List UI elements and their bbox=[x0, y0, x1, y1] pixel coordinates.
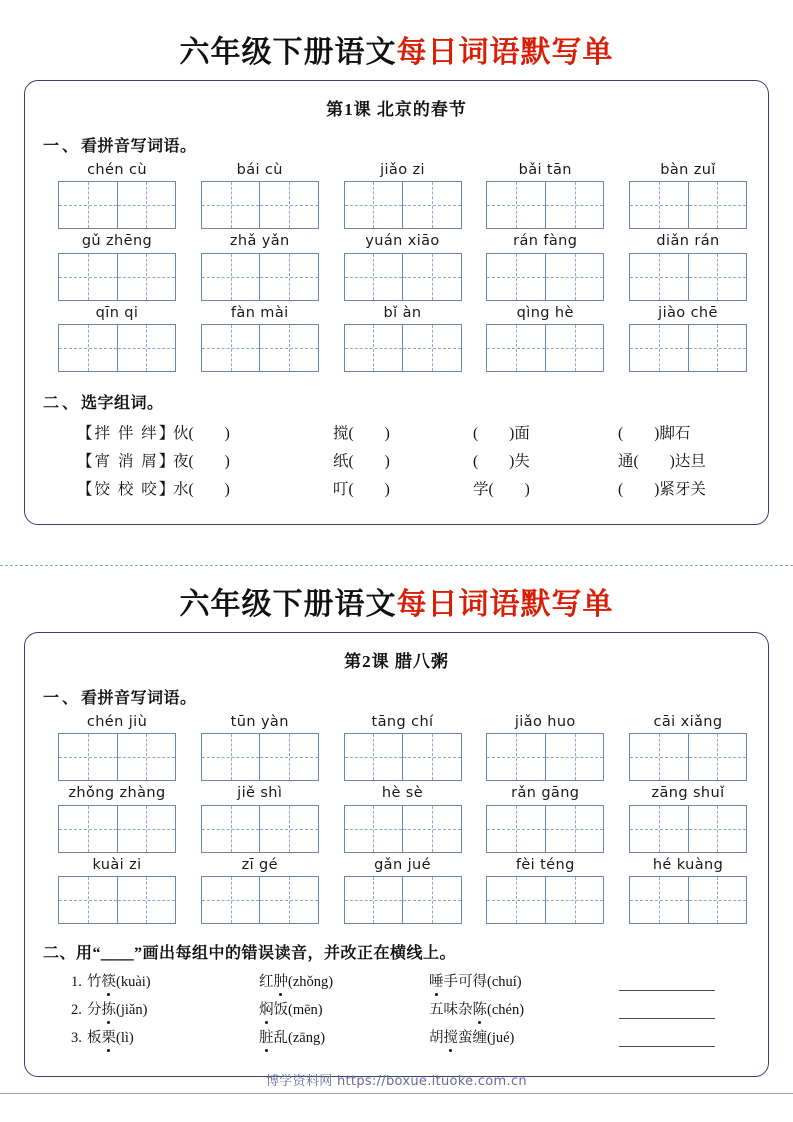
sheet-2-lesson-title: 第2课 腊八粥 bbox=[344, 652, 449, 671]
tianzige-cell[interactable] bbox=[345, 806, 403, 852]
tianzige-cell[interactable] bbox=[259, 182, 318, 228]
question-1-text: 看拼音写词语。 bbox=[81, 138, 197, 155]
tianzige-box[interactable] bbox=[344, 876, 462, 924]
pinyin-cell[interactable] bbox=[341, 785, 465, 852]
tianzige-cell[interactable] bbox=[487, 254, 545, 300]
pinyin-label: kuài zi bbox=[92, 856, 142, 873]
pinyin-cell[interactable] bbox=[483, 162, 607, 229]
choose-blank[interactable]: 搅( ) bbox=[333, 425, 390, 443]
tianzige-cell[interactable] bbox=[259, 254, 318, 300]
tianzige-box[interactable] bbox=[201, 805, 319, 853]
pinyin-cell[interactable] bbox=[626, 714, 750, 781]
pinyin-cell[interactable] bbox=[55, 785, 179, 852]
row-index: 2. bbox=[71, 1002, 82, 1019]
tianzige-cell[interactable] bbox=[630, 877, 688, 923]
choose-blank[interactable]: 伙( ) bbox=[173, 425, 230, 443]
choose-blank[interactable]: 学( ) bbox=[473, 481, 530, 499]
tianzige-cell[interactable] bbox=[545, 254, 604, 300]
question-1-number: 一、 bbox=[43, 138, 82, 155]
choose-blank[interactable]: ( )面 bbox=[473, 425, 530, 443]
tianzige-cell[interactable] bbox=[345, 877, 403, 923]
answer-line[interactable] bbox=[619, 1034, 715, 1047]
pinyin-label: qìng hè bbox=[516, 304, 574, 321]
tianzige-cell[interactable] bbox=[59, 734, 117, 780]
pron-row bbox=[71, 970, 768, 991]
sheet-1-question-2-heading bbox=[43, 390, 768, 413]
tianzige-cell[interactable] bbox=[202, 734, 260, 780]
pinyin-cell[interactable] bbox=[341, 305, 465, 372]
choose-blank[interactable]: ( )脚石 bbox=[618, 425, 691, 443]
pinyin-label: fàn mài bbox=[230, 304, 289, 321]
sheet-2-question-2-heading bbox=[43, 940, 768, 963]
pron-item[interactable] bbox=[87, 970, 259, 991]
pron-row bbox=[71, 998, 768, 1019]
pinyin-label: jiǎo huo bbox=[514, 714, 576, 730]
dotted-character: 筷 bbox=[102, 970, 117, 991]
pinyin-label: diǎn rán bbox=[656, 233, 720, 250]
tianzige-cell[interactable] bbox=[117, 182, 176, 228]
pinyin-cell[interactable] bbox=[341, 233, 465, 300]
tianzige-cell[interactable] bbox=[259, 734, 318, 780]
character-set: 【宵 消 屑】 bbox=[77, 453, 177, 471]
word-prefix: 红 bbox=[259, 974, 274, 991]
watermark-rule bbox=[0, 1093, 793, 1094]
pinyin-label: hè sè bbox=[381, 785, 424, 802]
tianzige-box[interactable] bbox=[201, 733, 319, 781]
word-prefix: 五味杂 bbox=[429, 1002, 473, 1019]
tianzige-box[interactable] bbox=[629, 253, 747, 301]
pinyin-label: zī gé bbox=[241, 856, 278, 873]
sheet-1-question-1-heading bbox=[43, 133, 768, 156]
tianzige-cell[interactable] bbox=[487, 806, 545, 852]
dotted-character: 搅 bbox=[444, 1026, 459, 1047]
pinyin-cell[interactable] bbox=[55, 162, 179, 229]
dotted-character: 栗 bbox=[102, 1026, 117, 1047]
pinyin-annotation: (mēn) bbox=[288, 1002, 323, 1019]
pinyin-annotation: (kuài) bbox=[116, 974, 151, 991]
tianzige-cell[interactable] bbox=[688, 877, 747, 923]
pinyin-label: zāng shuǐ bbox=[651, 785, 725, 802]
tianzige-cell[interactable] bbox=[545, 877, 604, 923]
tianzige-cell[interactable] bbox=[545, 806, 604, 852]
choose-row bbox=[77, 477, 768, 499]
pron-item[interactable] bbox=[87, 998, 259, 1019]
word-prefix: 竹 bbox=[87, 974, 102, 991]
sheet-1-pinyin-grid bbox=[25, 162, 768, 372]
word-suffix: 乱 bbox=[273, 1030, 288, 1047]
sheet-2-pinyin-grid bbox=[25, 714, 768, 924]
pinyin-cell[interactable] bbox=[55, 233, 179, 300]
tianzige-box[interactable] bbox=[201, 253, 319, 301]
pinyin-cell[interactable] bbox=[55, 305, 179, 372]
row-index: 1. bbox=[71, 974, 82, 991]
pinyin-label: yuán xiāo bbox=[365, 233, 440, 250]
tianzige-cell[interactable] bbox=[402, 182, 461, 228]
pron-item[interactable] bbox=[259, 998, 429, 1019]
tianzige-cell[interactable] bbox=[402, 806, 461, 852]
pinyin-label: rǎn gāng bbox=[511, 785, 580, 802]
tianzige-box[interactable] bbox=[58, 181, 176, 229]
tianzige-box[interactable] bbox=[58, 733, 176, 781]
pinyin-cell[interactable] bbox=[483, 857, 607, 924]
dotted-character: 唾 bbox=[429, 970, 444, 991]
tianzige-cell[interactable] bbox=[259, 806, 318, 852]
sheet-1-banner bbox=[0, 0, 793, 68]
pron-item[interactable] bbox=[429, 1026, 619, 1047]
tianzige-cell[interactable] bbox=[402, 254, 461, 300]
pinyin-cell[interactable] bbox=[55, 714, 179, 781]
pron-row bbox=[71, 1026, 768, 1047]
word-suffix: 蛮缠 bbox=[458, 1030, 487, 1047]
tianzige-cell[interactable] bbox=[688, 806, 747, 852]
pinyin-annotation: (zhǒng) bbox=[288, 974, 334, 991]
tianzige-cell[interactable] bbox=[345, 254, 403, 300]
pinyin-cell[interactable] bbox=[483, 785, 607, 852]
banner-black-text: 六年级下册语文 bbox=[179, 588, 397, 621]
tianzige-cell[interactable] bbox=[630, 182, 688, 228]
choose-blank[interactable]: ( )失 bbox=[473, 453, 530, 471]
pron-item[interactable] bbox=[429, 970, 619, 991]
pinyin-label: gǔ zhēng bbox=[81, 233, 153, 250]
pinyin-label: jiǎo zi bbox=[380, 162, 425, 178]
banner-red-text: 每日词语默写单 bbox=[396, 588, 614, 621]
dotted-character: 脏 bbox=[259, 1026, 274, 1047]
tianzige-box[interactable] bbox=[201, 324, 319, 372]
tianzige-cell[interactable] bbox=[59, 325, 117, 371]
banner-red-text: 每日词语默写单 bbox=[396, 36, 614, 69]
choose-row bbox=[77, 449, 768, 471]
tianzige-box[interactable] bbox=[486, 181, 604, 229]
sheet-2-question-1-heading bbox=[43, 685, 768, 708]
pinyin-cell[interactable] bbox=[55, 857, 179, 924]
choose-character-exercise bbox=[25, 421, 768, 499]
pinyin-annotation: (zāng) bbox=[288, 1030, 326, 1047]
pinyin-annotation: (chén) bbox=[487, 1002, 525, 1019]
pinyin-row bbox=[55, 857, 750, 924]
pinyin-label: bǎi tān bbox=[518, 162, 572, 178]
pinyin-row bbox=[55, 714, 750, 781]
tianzige-box[interactable] bbox=[486, 324, 604, 372]
tianzige-cell[interactable] bbox=[545, 734, 604, 780]
tianzige-box[interactable] bbox=[629, 324, 747, 372]
pinyin-cell[interactable] bbox=[198, 233, 322, 300]
answer-line[interactable] bbox=[619, 978, 715, 991]
tianzige-cell[interactable] bbox=[487, 734, 545, 780]
pinyin-label: bàn zuǐ bbox=[660, 162, 716, 178]
pinyin-label: qīn qi bbox=[95, 304, 139, 321]
banner-black-text: 六年级下册语文 bbox=[179, 36, 397, 69]
pinyin-label: chén cù bbox=[87, 162, 147, 178]
tianzige-cell[interactable] bbox=[402, 877, 461, 923]
site-watermark: 博学资料网 https://boxue.ituoke.com.cn bbox=[266, 1074, 527, 1089]
question-2-number: 二、 bbox=[43, 395, 82, 413]
tianzige-box[interactable] bbox=[58, 253, 176, 301]
pron-item[interactable] bbox=[259, 1026, 429, 1047]
pinyin-label: zhǎ yǎn bbox=[229, 233, 290, 250]
pinyin-cell[interactable] bbox=[198, 785, 322, 852]
pron-item[interactable] bbox=[429, 998, 619, 1019]
pinyin-cell[interactable] bbox=[483, 305, 607, 372]
pinyin-annotation: (jiǎn) bbox=[116, 1002, 148, 1019]
dotted-character: 肿 bbox=[274, 970, 289, 991]
pinyin-label: hé kuàng bbox=[652, 856, 724, 873]
pinyin-cell[interactable] bbox=[198, 305, 322, 372]
pinyin-cell[interactable] bbox=[483, 233, 607, 300]
dotted-character: 拣 bbox=[102, 998, 117, 1019]
pinyin-cell[interactable] bbox=[626, 233, 750, 300]
pinyin-row bbox=[55, 305, 750, 372]
pron-item[interactable] bbox=[87, 1026, 259, 1047]
tianzige-box[interactable] bbox=[629, 805, 747, 853]
tianzige-cell[interactable] bbox=[202, 806, 260, 852]
question-2-text: 选字组词。 bbox=[81, 395, 164, 413]
question-1-number: 一、 bbox=[43, 690, 82, 707]
tianzige-cell[interactable] bbox=[117, 325, 176, 371]
word-suffix: 手可得 bbox=[443, 974, 487, 991]
pinyin-annotation: (lì) bbox=[116, 1030, 134, 1047]
tianzige-cell[interactable] bbox=[345, 325, 403, 371]
tianzige-cell[interactable] bbox=[688, 182, 747, 228]
tianzige-box[interactable] bbox=[629, 876, 747, 924]
pinyin-cell[interactable] bbox=[626, 785, 750, 852]
tianzige-box[interactable] bbox=[201, 181, 319, 229]
tianzige-cell[interactable] bbox=[487, 182, 545, 228]
tianzige-cell[interactable] bbox=[202, 182, 260, 228]
tianzige-cell[interactable] bbox=[688, 325, 747, 371]
tianzige-cell[interactable] bbox=[402, 325, 461, 371]
worksheet-sheet-1 bbox=[0, 0, 793, 560]
pinyin-cell[interactable] bbox=[626, 857, 750, 924]
pinyin-label: jiě shì bbox=[237, 785, 283, 802]
tianzige-cell[interactable] bbox=[630, 806, 688, 852]
tianzige-cell[interactable] bbox=[59, 254, 117, 300]
word-prefix: 分 bbox=[87, 1002, 102, 1019]
choose-blank[interactable]: 通( )达旦 bbox=[618, 453, 706, 471]
pinyin-label: zhǒng zhàng bbox=[68, 785, 166, 802]
choose-blank[interactable]: 纸( ) bbox=[333, 453, 390, 471]
pinyin-label: bǐ àn bbox=[383, 304, 422, 321]
pinyin-cell[interactable] bbox=[626, 162, 750, 229]
sheet-1-card bbox=[24, 80, 769, 525]
tianzige-cell[interactable] bbox=[545, 325, 604, 371]
pron-item[interactable] bbox=[259, 970, 429, 991]
answer-line[interactable] bbox=[619, 1006, 715, 1019]
tianzige-cell[interactable] bbox=[545, 182, 604, 228]
choose-blank[interactable]: 夜( ) bbox=[173, 453, 230, 471]
word-prefix: 板 bbox=[87, 1030, 102, 1047]
wrong-pronunciation-exercise bbox=[25, 970, 768, 1047]
pinyin-label: tāng chí bbox=[371, 714, 434, 730]
pinyin-annotation: (chuí) bbox=[487, 974, 522, 991]
tianzige-cell[interactable] bbox=[487, 877, 545, 923]
choose-blank[interactable]: ( )紧牙关 bbox=[618, 481, 706, 499]
tianzige-cell[interactable] bbox=[630, 254, 688, 300]
sheet-1-lesson-title: 第1课 北京的春节 bbox=[326, 100, 467, 119]
tianzige-cell[interactable] bbox=[117, 734, 176, 780]
tianzige-box[interactable] bbox=[486, 876, 604, 924]
pinyin-row bbox=[55, 233, 750, 300]
dotted-character: 陈 bbox=[473, 998, 488, 1019]
tianzige-box[interactable] bbox=[629, 733, 747, 781]
character-set: 【饺 校 咬】 bbox=[77, 481, 177, 499]
pinyin-cell[interactable] bbox=[341, 162, 465, 229]
pinyin-label: bái cù bbox=[236, 162, 283, 178]
tianzige-cell[interactable] bbox=[202, 325, 260, 371]
tianzige-cell[interactable] bbox=[117, 806, 176, 852]
question-2-number: 二、 bbox=[43, 945, 77, 963]
tianzige-cell[interactable] bbox=[345, 182, 403, 228]
pinyin-cell[interactable] bbox=[341, 857, 465, 924]
pinyin-label: gǎn jué bbox=[374, 856, 431, 873]
tianzige-box[interactable] bbox=[58, 324, 176, 372]
pinyin-row bbox=[55, 162, 750, 229]
pinyin-label: chén jiù bbox=[86, 714, 148, 730]
question-1-text: 看拼音写词语。 bbox=[81, 690, 197, 707]
pinyin-cell[interactable] bbox=[341, 714, 465, 781]
tianzige-box[interactable] bbox=[58, 876, 176, 924]
pinyin-annotation: (jué) bbox=[487, 1030, 515, 1047]
tianzige-cell[interactable] bbox=[402, 734, 461, 780]
row-index: 3. bbox=[71, 1030, 82, 1047]
pinyin-label: fèi téng bbox=[515, 856, 575, 873]
tianzige-cell[interactable] bbox=[259, 325, 318, 371]
tianzige-box[interactable] bbox=[486, 253, 604, 301]
pinyin-cell[interactable] bbox=[198, 857, 322, 924]
tianzige-cell[interactable] bbox=[59, 877, 117, 923]
pinyin-row bbox=[55, 785, 750, 852]
worksheet-sheet-2 bbox=[0, 562, 793, 1122]
tianzige-cell[interactable] bbox=[630, 325, 688, 371]
sheet-2-banner bbox=[0, 562, 793, 620]
tianzige-cell[interactable] bbox=[59, 182, 117, 228]
pinyin-cell[interactable] bbox=[626, 305, 750, 372]
word-prefix: 胡 bbox=[429, 1030, 444, 1047]
pinyin-cell[interactable] bbox=[483, 714, 607, 781]
tianzige-cell[interactable] bbox=[487, 325, 545, 371]
pinyin-label: jiào chē bbox=[658, 304, 718, 321]
tianzige-box[interactable] bbox=[486, 805, 604, 853]
choose-blank[interactable]: 水( ) bbox=[173, 481, 230, 499]
dotted-character: 焖 bbox=[259, 998, 274, 1019]
tianzige-box[interactable] bbox=[201, 876, 319, 924]
tianzige-cell[interactable] bbox=[688, 254, 747, 300]
pinyin-label: tūn yàn bbox=[230, 714, 289, 730]
tianzige-box[interactable] bbox=[344, 324, 462, 372]
tianzige-cell[interactable] bbox=[345, 734, 403, 780]
tianzige-box[interactable] bbox=[344, 181, 462, 229]
sheet-2-card bbox=[24, 632, 769, 1077]
tianzige-cell[interactable] bbox=[202, 877, 260, 923]
tianzige-box[interactable] bbox=[629, 181, 747, 229]
tianzige-box[interactable] bbox=[486, 733, 604, 781]
tianzige-box[interactable] bbox=[344, 733, 462, 781]
choose-row bbox=[77, 421, 768, 443]
question-2-text: 用“＿＿”画出每组中的错误读音，并改正在横线上。 bbox=[76, 945, 457, 963]
tianzige-cell[interactable] bbox=[259, 877, 318, 923]
tianzige-cell[interactable] bbox=[117, 877, 176, 923]
tianzige-box[interactable] bbox=[58, 805, 176, 853]
word-suffix: 饭 bbox=[273, 1002, 288, 1019]
choose-blank[interactable]: 叮( ) bbox=[333, 481, 390, 499]
character-set: 【拌 伴 绊】 bbox=[77, 425, 177, 443]
tianzige-cell[interactable] bbox=[630, 734, 688, 780]
pinyin-label: cāi xiǎng bbox=[653, 714, 723, 730]
pinyin-cell[interactable] bbox=[198, 714, 322, 781]
pinyin-label: rán fàng bbox=[513, 233, 578, 250]
tianzige-cell[interactable] bbox=[688, 734, 747, 780]
tianzige-cell[interactable] bbox=[59, 806, 117, 852]
pinyin-cell[interactable] bbox=[198, 162, 322, 229]
tianzige-box[interactable] bbox=[344, 253, 462, 301]
tianzige-box[interactable] bbox=[344, 805, 462, 853]
tianzige-cell[interactable] bbox=[202, 254, 260, 300]
tianzige-cell[interactable] bbox=[117, 254, 176, 300]
